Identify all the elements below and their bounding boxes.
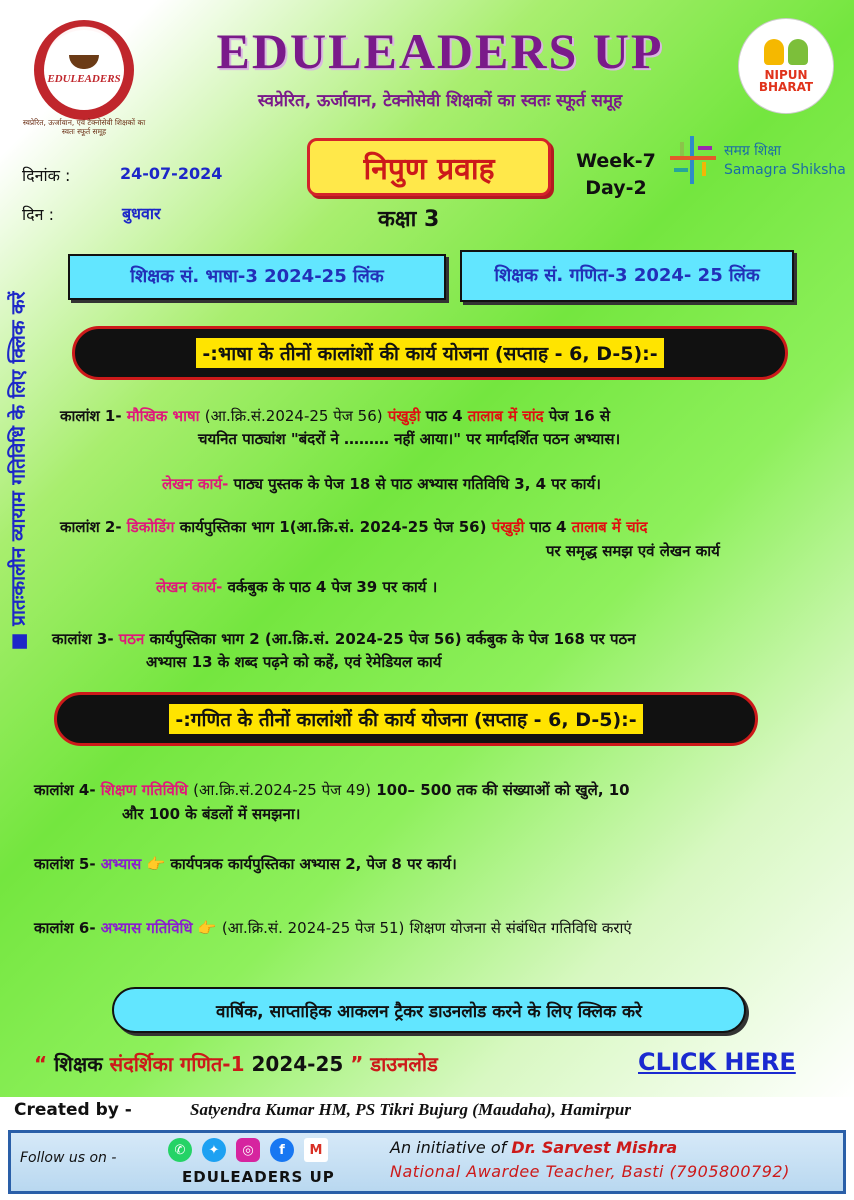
day-number: Day-2 xyxy=(585,177,647,199)
tracker-download-button[interactable]: वार्षिक, साप्ताहिक आकलन ट्रैकर डाउनलोड करने के लिए क्लिक करे xyxy=(112,987,746,1033)
date-value: 24-07-2024 xyxy=(120,164,223,183)
initiative-name: Dr. Sarvest Mishra xyxy=(511,1138,678,1157)
facebook-icon[interactable]: f xyxy=(270,1138,294,1162)
kalansh-label: कालांश 4- xyxy=(34,781,96,799)
ganit-heading-text: -:गणित के तीनों कालांशों की कार्य योजना (सप्ताह - 6, D-5):- xyxy=(169,704,642,734)
footer-brand: EDULEADERS UP xyxy=(182,1168,335,1186)
initiative-prefix: An initiative of xyxy=(390,1138,507,1157)
writing-label: लेखन कार्य- xyxy=(162,475,229,493)
kalansh-label: कालांश 5- xyxy=(34,855,96,873)
book-reference: (आ.क्रि.सं. 2024-25 पेज 51) xyxy=(221,919,405,937)
pointing-hand-icon: 👉 xyxy=(197,919,217,937)
kalansh-1-line2: चयनित पाठ्यांश "बंदरों ने ……… नहीं आया।" पर मार्गदर्शित पठन अभ्यास। xyxy=(198,430,621,448)
kalansh-label: कालांश 3- xyxy=(52,630,114,648)
gmail-icon[interactable]: M xyxy=(304,1138,328,1162)
kid-figure xyxy=(788,39,808,65)
guide-word: शिक्षक xyxy=(54,1052,103,1076)
kalansh-5 xyxy=(34,853,814,875)
kalansh-6 xyxy=(34,917,834,939)
kalansh-4 xyxy=(34,779,834,801)
created-by-label: Created by - xyxy=(14,1100,132,1120)
book-name: पंखुड़ी xyxy=(491,518,525,536)
activity-name: अभ्यास xyxy=(100,855,142,873)
kids-icon xyxy=(764,39,808,65)
book-reference: (आ.क्रि.सं.2024-25 पेज 49) xyxy=(193,781,371,799)
kalansh-text: कार्यपत्रक कार्यपुस्तिका अभ्यास 2, पेज 8 पर कार्य। xyxy=(170,855,457,873)
vertical-link-text: ■ प्रातःकालीन व्यायाम गतिविधि के लिए क्लिक करें xyxy=(7,291,30,651)
kalansh-2-line2: पर समृद्ध समझ एवं लेखन कार्य xyxy=(546,542,720,560)
week-label: Week-7 xyxy=(576,150,656,172)
kalansh-2 xyxy=(60,516,840,538)
kalansh-4-line2: और 100 के बंडलों में समझना। xyxy=(122,805,301,823)
download-word: डाउनलोड xyxy=(370,1052,438,1076)
lamp-icon xyxy=(69,55,99,69)
lesson-title: तालाब में चांद xyxy=(571,518,648,536)
kalansh-3 xyxy=(52,628,842,650)
eduleaders-logo xyxy=(34,20,134,120)
author-name: Satyendra Kumar HM, PS Tikri Bujurg (Maudaha), Hamirpur xyxy=(190,1100,632,1119)
samagra-text xyxy=(724,142,846,180)
kalansh-1 xyxy=(60,405,820,427)
program-badge: निपुण प्रवाह xyxy=(307,138,551,196)
kalansh-text: शिक्षण योजना से संबंधित गतिविधि कराएं xyxy=(409,919,632,937)
quote-close: ” xyxy=(350,1052,364,1076)
writing-text: वर्कबुक के पाठ 4 पेज 39 पर कार्य । xyxy=(227,578,438,596)
click-here-link[interactable]: CLICK HERE xyxy=(638,1048,796,1076)
quote-open: “ xyxy=(34,1052,48,1076)
activity-name: डिकोडिंग xyxy=(126,518,175,536)
lesson-number: पाठ 4 xyxy=(425,407,463,425)
kalansh-1-writing xyxy=(162,473,822,495)
activity-name: अभ्यास गतिविधि xyxy=(100,919,193,937)
lesson-number: पाठ 4 xyxy=(529,518,567,536)
nipun-logo-text: NIPUN BHARAT xyxy=(758,68,814,94)
brand-title: EDULEADERS UP xyxy=(216,23,664,79)
follow-label: Follow us on - xyxy=(20,1150,117,1166)
samagra-shiksha-icon xyxy=(668,134,718,186)
logo-ring xyxy=(44,30,124,110)
kalansh-label: कालांश 2- xyxy=(60,518,122,536)
lesson-title: तालाब में चांद xyxy=(467,407,544,425)
guide-year: 2024-25 xyxy=(251,1052,344,1076)
book-reference: (आ.क्रि.सं.2024-25 पेज 56) xyxy=(204,407,383,425)
kalansh-2-writing xyxy=(156,576,816,598)
writing-label: लेखन कार्य- xyxy=(156,578,223,596)
ganit-section-heading xyxy=(54,692,758,746)
book-name: पंखुड़ी xyxy=(387,407,421,425)
whatsapp-icon[interactable]: ✆ xyxy=(168,1138,192,1162)
guide-download-line xyxy=(34,1050,438,1077)
ganit-teacher-guide-link[interactable]: शिक्षक सं. गणित-3 2024- 25 लिंक xyxy=(460,250,794,302)
samagra-hindi: समग्र शिक्षा xyxy=(724,143,781,159)
twitter-icon[interactable]: ✦ xyxy=(202,1138,226,1162)
kalansh-text: कार्यपुस्तिका भाग 2 (आ.क्रि.सं. 2024-25 पेज 56) वर्कबुक के पेज 168 पर पठन xyxy=(149,630,636,648)
pointing-hand-icon: 👉 xyxy=(146,855,166,873)
kid-figure xyxy=(764,39,784,65)
day-label: दिन : xyxy=(22,205,54,224)
activity-name: शिक्षण गतिविधि xyxy=(100,781,188,799)
date-label: दिनांक : xyxy=(22,166,71,185)
class-title: कक्षा 3 xyxy=(378,207,440,232)
activity-name: पठन xyxy=(118,630,145,648)
awardee-line: National Awardee Teacher, Basti (7905800792) xyxy=(390,1162,790,1181)
social-icons xyxy=(168,1138,328,1162)
kalansh-text: 100– 500 तक की संख्याओं को खुले, 10 xyxy=(376,781,630,799)
bhasha-section-heading xyxy=(72,326,788,380)
kalansh-3-line2: अभ्यास 13 के शब्द पढ़ने को कहें, एवं रेमेडियल कार्य xyxy=(146,653,442,671)
initiative-line xyxy=(390,1138,677,1157)
logo-name: EDULEADERS xyxy=(47,73,121,85)
activity-name: मौखिक भाषा xyxy=(126,407,200,425)
bhasha-heading-text: -:भाषा के तीनों कालांशों की कार्य योजना (सप्ताह - 6, D-5):- xyxy=(196,338,663,368)
day-value: बुधवार xyxy=(122,204,161,223)
book-reference: कार्यपुस्तिका भाग 1(आ.क्रि.सं. 2024-25 पेज 56) xyxy=(179,518,487,536)
bhasha-teacher-guide-link[interactable]: शिक्षक सं. भाषा-3 2024-25 लिंक xyxy=(68,254,446,300)
kalansh-label: कालांश 1- xyxy=(60,407,122,425)
logo-caption: स्वप्रेरित, ऊर्जावान, एवं टेक्नोसेवी शिक्षकों का स्वतः स्फूर्त समूह xyxy=(22,118,146,136)
week-day xyxy=(566,148,666,202)
writing-text: पाठ्य पुस्तक के पेज 18 से पाठ अभ्यास गतिविधि 3, 4 पर कार्य। xyxy=(233,475,601,493)
guide-title: संदर्शिका गणित-1 xyxy=(109,1052,245,1076)
instagram-icon[interactable]: ◎ xyxy=(236,1138,260,1162)
kalansh-label: कालांश 6- xyxy=(34,919,96,937)
samagra-english: Samagra Shiksha xyxy=(724,162,846,178)
nipun-bharat-logo xyxy=(738,18,834,114)
brand-tagline: स्वप्रेरित, ऊर्जावान, टेक्नोसेवी शिक्षकों का स्वतः स्फूर्त समूह xyxy=(257,91,623,111)
page-info: पेज 16 से xyxy=(548,407,610,425)
morning-exercise-link[interactable] xyxy=(0,216,34,726)
